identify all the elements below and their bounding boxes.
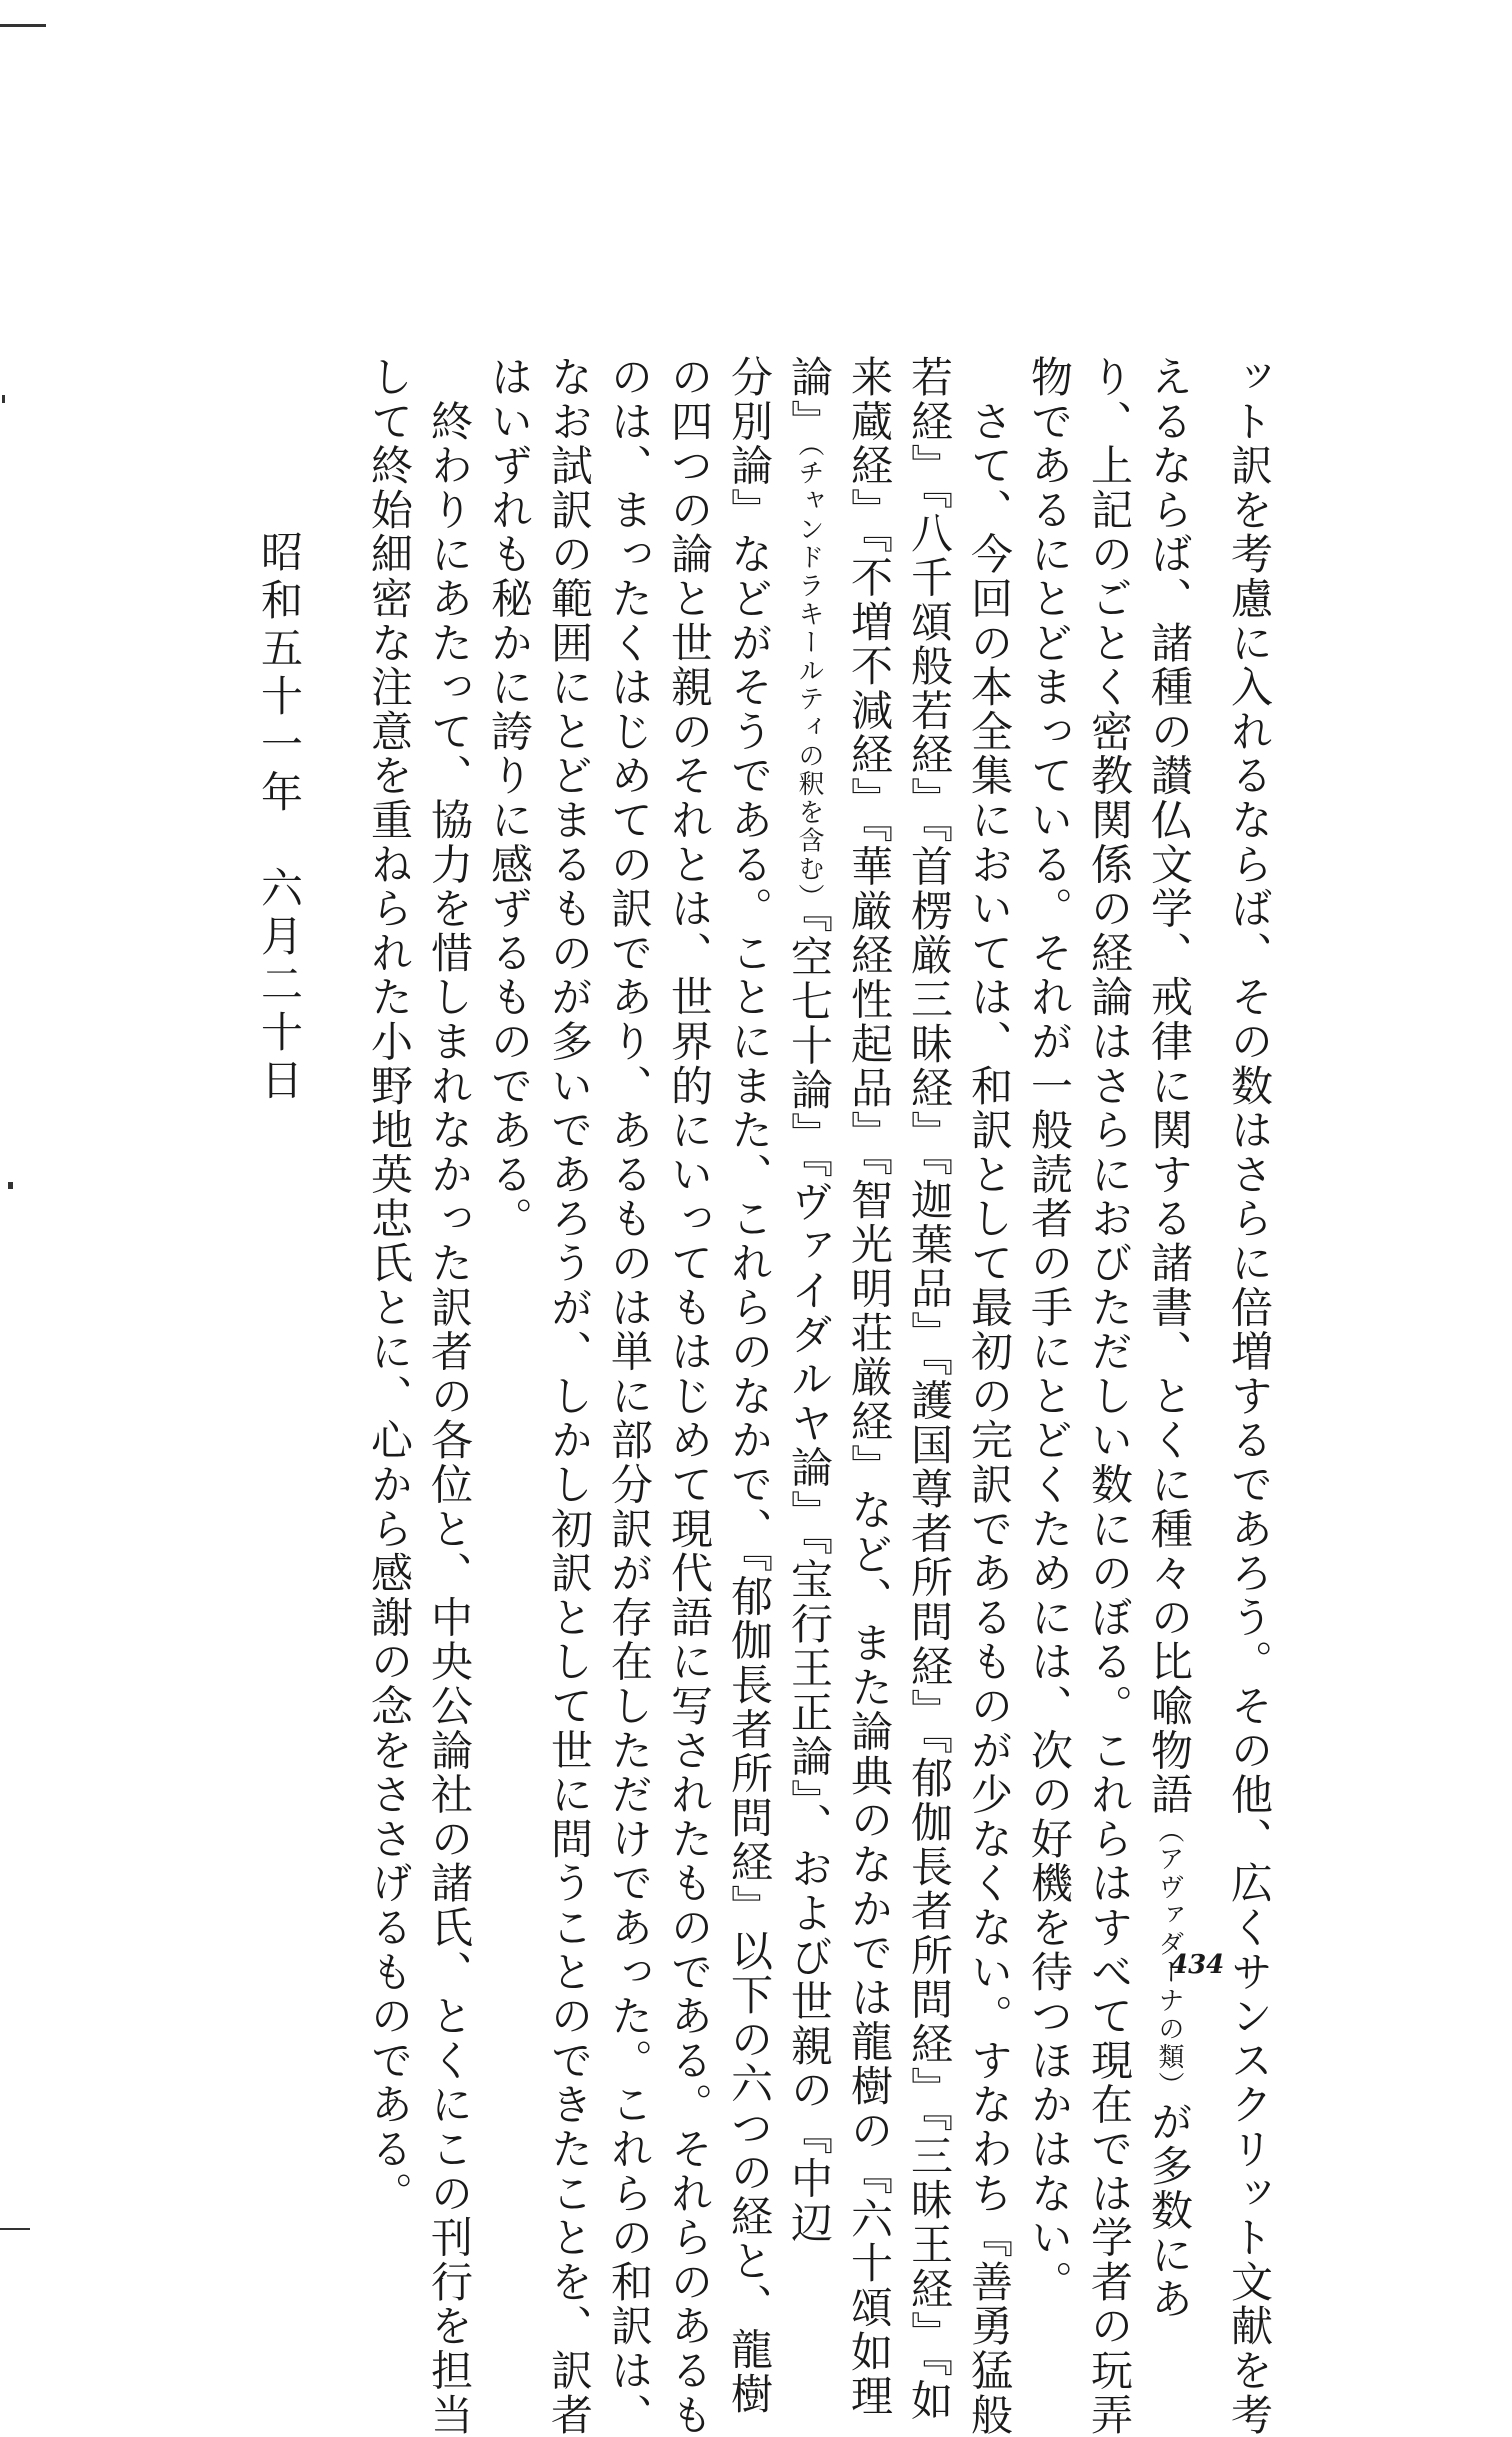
text-column-1: ット訳を考慮に入れるならば、その数はさらに倍増するであろう。その他、広くサンスクリット文献を考: [1225, 355, 1274, 2437]
scan-mark: [2, 395, 5, 403]
text-column-12: なお試訳の範囲にとどまるものが多いであろうが、しかし初訳として世に問うことのできたことを、訳者: [545, 355, 594, 2437]
date-line: 昭和五十一年 六月二十日: [255, 530, 304, 1106]
text-column-3: り、上記のごとく密教関係の経論はさらにおびただしい数にのぼる。これらはすべて現在では学者の玩弄: [1085, 355, 1134, 2437]
text-column-6: 若経』『八千頌般若経』『首楞厳三昧経』『迦葉品』『護国尊者所問経』『郁伽長者所問経』『三昧王経』『如: [905, 355, 954, 2423]
page-number: 434: [1170, 1950, 1225, 1980]
text-column-9: 分別論』などがそうである。ことにまた、これらのなかで、『郁伽長者所問経』以下の六つの経と、龍樹: [725, 355, 774, 2417]
text-column-11: のは、まったくはじめての訳であり、あるものは単に部分訳が存在しただけであった。これらの和訳は、: [605, 355, 654, 2437]
text-column-15: して終始細密な注意を重ねられた小野地英忠氏とに、心から感謝の念をささげるものである。: [365, 355, 414, 2216]
text-column-13: はいずれも秘かに誇りに感ずるものである。: [485, 355, 534, 1241]
text-column-7: 来蔵経』『不増不減経』『華厳経性起品』『智光明荘厳経』など、また論典のなかでは龍樹の『六十頌如理: [845, 355, 894, 2419]
text-column-10: の四つの論と世親のそれとは、世界的にいってもはじめて現代語に写されたものである。それらのあるも: [665, 355, 714, 2437]
text-column-14: 終わりにあたって、協力を惜しまれなかった訳者の各位と、中央公論社の諸氏、とくにこの刊行を担当: [425, 355, 474, 2437]
text-column-2: えるならば、諸種の讃仏文学、戒律に関する諸書、とくに種々の比喩物語（アヴァダーナの類）が多数にあ: [1145, 355, 1194, 2322]
text-column-4: 物であるにとどまっている。それが一般読者の手にとどくためには、次の好機を待つほかはない。: [1025, 355, 1074, 2305]
text-column-8: 論』（チャンドラキールティの釈を含む）『空七十論』『ヴァイダルヤ論』『宝行王正論』、および世親の『中辺: [785, 355, 834, 2246]
scan-mark: [0, 2228, 30, 2230]
scan-mark: [8, 1182, 13, 1189]
text-column-5: さて、今回の本全集においては、和訳として最初の完訳であるものが少なくない。すなわち『善勇猛般: [965, 355, 1014, 2437]
scan-mark: [0, 24, 46, 27]
